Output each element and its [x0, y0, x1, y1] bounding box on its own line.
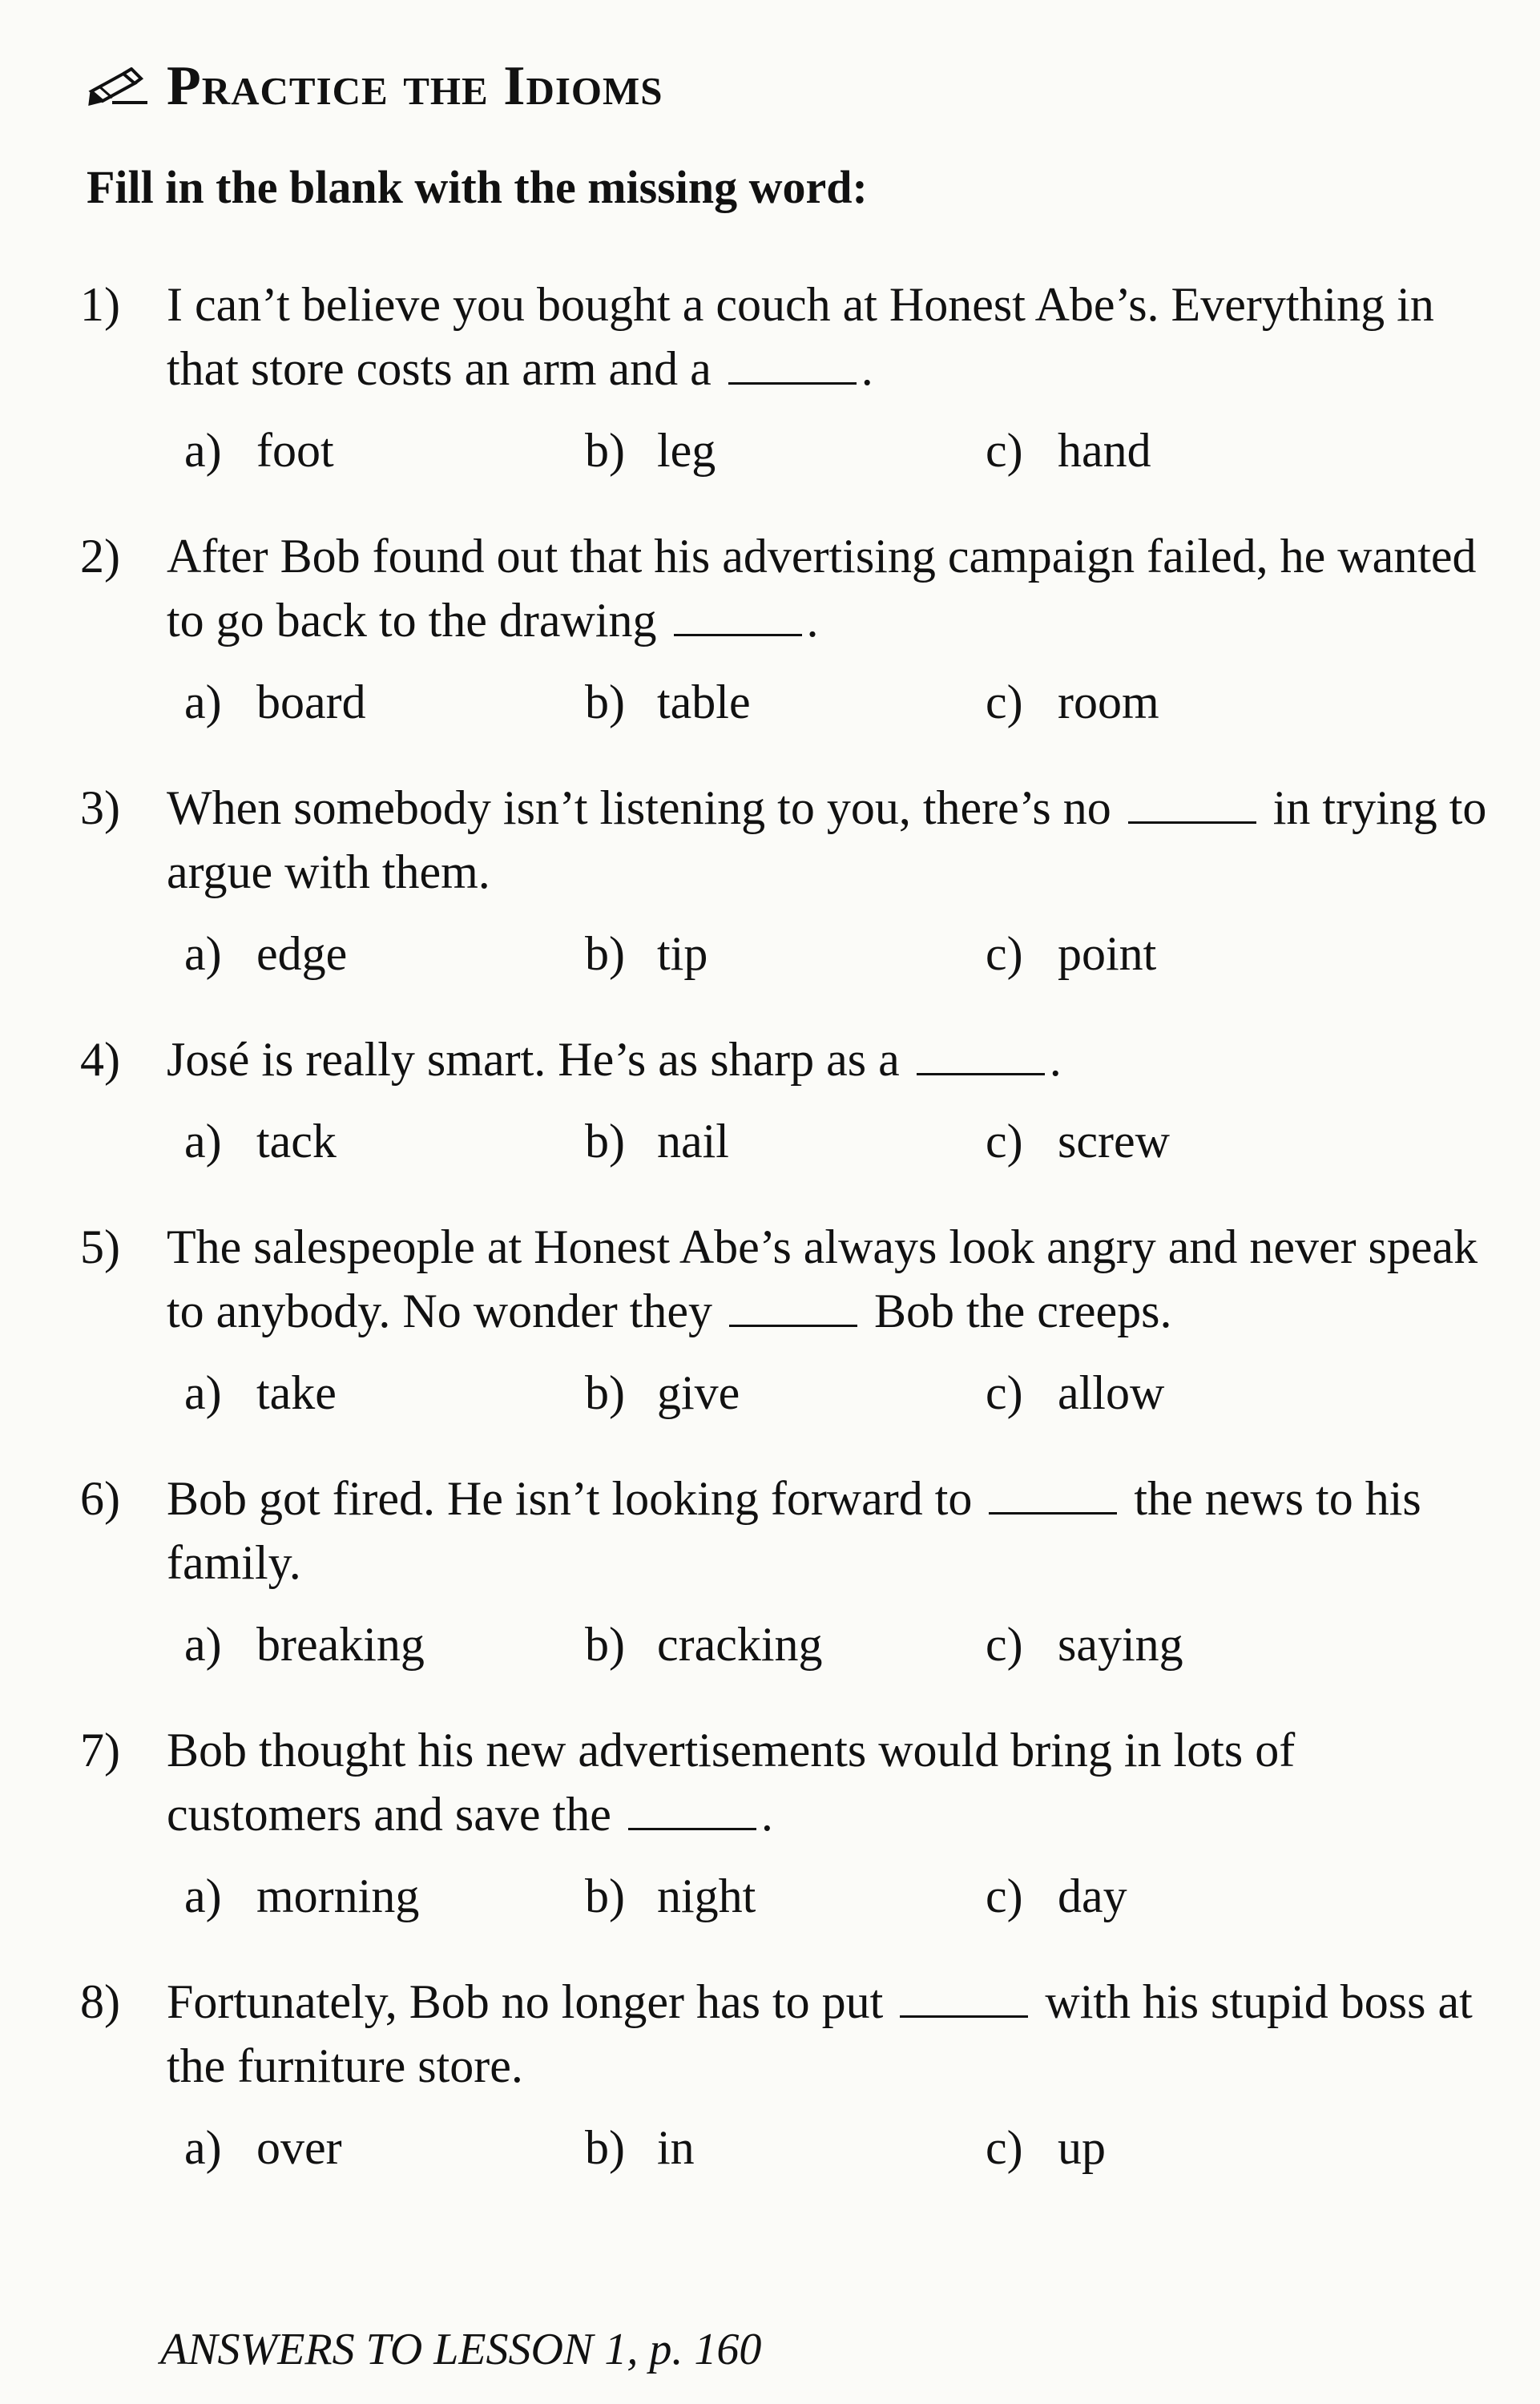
answer-options — [80, 2116, 1490, 2180]
section-header — [88, 54, 663, 119]
option-letter: c) — [986, 1366, 1023, 1419]
instructions: Fill in the blank with the missing word: — [87, 161, 868, 213]
option-letter: b) — [585, 927, 625, 980]
option-a — [184, 922, 585, 986]
option-text: breaking — [256, 1618, 425, 1671]
option-text: day — [1058, 1870, 1127, 1922]
question-text-before: After Bob found out that his advertising campaign failed, he wanted to go back to the drawing — [167, 530, 1477, 647]
option-letter: b) — [585, 676, 625, 728]
question-text — [167, 272, 1490, 401]
option-text: nail — [657, 1115, 729, 1168]
answer-options — [80, 1864, 1490, 1928]
option-b — [585, 1361, 986, 1425]
question-2 — [80, 524, 1490, 734]
option-text: saying — [1058, 1618, 1183, 1671]
option-b — [585, 1612, 986, 1676]
answer-options — [80, 670, 1490, 734]
question-6 — [80, 1466, 1490, 1676]
question-text — [167, 524, 1490, 652]
question-text-before: José is really smart. He’s as sharp as a — [167, 1033, 900, 1086]
option-text: in — [657, 2121, 695, 2174]
option-b — [585, 2116, 986, 2180]
option-a — [184, 2116, 585, 2180]
option-letter: c) — [986, 424, 1023, 477]
option-text: tip — [657, 927, 708, 980]
question-text-before: When somebody isn’t listening to you, there’s no — [167, 781, 1111, 834]
answer-blank — [628, 1783, 756, 1830]
answer-blank — [729, 1280, 857, 1327]
option-c — [986, 1361, 1386, 1425]
question-text — [167, 1970, 1490, 2098]
question-5 — [80, 1215, 1490, 1425]
option-letter: b) — [585, 1618, 625, 1671]
answer-options — [80, 1612, 1490, 1676]
question-text-before: Fortunately, Bob no longer has to put — [167, 1975, 884, 2028]
question-number: 7) — [80, 1724, 120, 1777]
answer-blank — [989, 1467, 1117, 1515]
question-number: 8) — [80, 1975, 120, 2028]
option-text: night — [657, 1870, 756, 1922]
question-text — [167, 1027, 1490, 1091]
question-list — [80, 272, 1490, 2221]
question-text-after: Bob the creeps. — [873, 1285, 1172, 1337]
answer-blank — [674, 589, 802, 636]
answer-blank — [917, 1028, 1045, 1075]
option-b — [585, 1864, 986, 1928]
question-text-after: . — [806, 594, 819, 647]
question-8 — [80, 1970, 1490, 2180]
question-number: 2) — [80, 530, 120, 583]
question-text-before: Bob thought his new advertisements would bring in lots of customers and save the — [167, 1724, 1296, 1841]
option-text: board — [256, 676, 366, 728]
question-number: 6) — [80, 1472, 120, 1525]
answer-options — [80, 418, 1490, 482]
option-text: foot — [256, 424, 334, 477]
option-letter: a) — [184, 1115, 222, 1168]
option-b — [585, 922, 986, 986]
answers-reference: ANSWERS TO LESSON 1, p. 160 — [160, 2325, 762, 2374]
option-c — [986, 418, 1386, 482]
question-text — [167, 776, 1490, 904]
option-letter: a) — [184, 1366, 222, 1419]
option-a — [184, 670, 585, 734]
option-letter: b) — [585, 2121, 625, 2174]
option-letter: a) — [184, 1618, 222, 1671]
option-text: table — [657, 676, 751, 728]
answer-options — [80, 922, 1490, 986]
option-c — [986, 1109, 1386, 1173]
option-letter: b) — [585, 424, 625, 477]
option-text: allow — [1058, 1366, 1165, 1419]
question-text-after: . — [861, 342, 873, 395]
option-letter: c) — [986, 927, 1023, 980]
option-letter: c) — [986, 1618, 1023, 1671]
option-text: room — [1058, 676, 1159, 728]
option-text: cracking — [657, 1618, 823, 1671]
question-number: 3) — [80, 781, 120, 834]
question-text-before: The salespeople at Honest Abe’s always look angry and never speak to anybody. No wonder they — [167, 1220, 1478, 1337]
option-text: up — [1058, 2121, 1106, 2174]
option-c — [986, 1864, 1386, 1928]
question-text-after: in trying to argue with them. — [167, 781, 1487, 898]
option-a — [184, 1864, 585, 1928]
question-text — [167, 1215, 1490, 1343]
question-number: 4) — [80, 1033, 120, 1086]
option-letter: c) — [986, 1870, 1023, 1922]
answer-options — [80, 1361, 1490, 1425]
option-c — [986, 2116, 1386, 2180]
option-text: leg — [657, 424, 716, 477]
option-text: over — [256, 2121, 342, 2174]
option-letter: a) — [184, 927, 222, 980]
option-c — [986, 922, 1386, 986]
question-4 — [80, 1027, 1490, 1173]
answer-options — [80, 1109, 1490, 1173]
option-b — [585, 418, 986, 482]
question-text-after: . — [760, 1788, 773, 1841]
question-7 — [80, 1718, 1490, 1928]
question-3 — [80, 776, 1490, 986]
question-text — [167, 1718, 1490, 1846]
option-letter: c) — [986, 2121, 1023, 2174]
question-text-after: the news to his family. — [167, 1472, 1421, 1589]
option-text: screw — [1058, 1115, 1170, 1168]
option-text: point — [1058, 927, 1157, 980]
option-text: take — [256, 1366, 337, 1419]
option-letter: b) — [585, 1366, 625, 1419]
question-text-before: I can’t believe you bought a couch at Honest Abe’s. Everything in that store costs an arm and a — [167, 278, 1434, 395]
answer-blank — [1128, 776, 1256, 824]
answer-blank — [900, 1970, 1028, 2018]
option-text: hand — [1058, 424, 1151, 477]
answer-blank — [728, 337, 857, 385]
question-text-after: with his stupid boss at the furniture store. — [167, 1975, 1473, 2092]
option-letter: a) — [184, 1870, 222, 1922]
question-text — [167, 1466, 1490, 1595]
option-letter: b) — [585, 1870, 625, 1922]
question-1 — [80, 272, 1490, 482]
question-number: 1) — [80, 278, 120, 331]
option-b — [585, 670, 986, 734]
option-a — [184, 418, 585, 482]
option-letter: c) — [986, 676, 1023, 728]
pencil-icon — [88, 67, 149, 106]
option-letter: c) — [986, 1115, 1023, 1168]
option-text: edge — [256, 927, 348, 980]
option-text: give — [657, 1366, 740, 1419]
question-number: 5) — [80, 1220, 120, 1273]
question-text-after: . — [1049, 1033, 1062, 1086]
option-letter: a) — [184, 676, 222, 728]
option-c — [986, 1612, 1386, 1676]
option-b — [585, 1109, 986, 1173]
option-text: morning — [256, 1870, 420, 1922]
section-title: Practice the Idioms — [167, 55, 663, 117]
option-text: tack — [256, 1115, 337, 1168]
question-text-before: Bob got fired. He isn’t looking forward to — [167, 1472, 973, 1525]
option-a — [184, 1109, 585, 1173]
option-letter: a) — [184, 424, 222, 477]
option-c — [986, 670, 1386, 734]
option-a — [184, 1612, 585, 1676]
option-letter: a) — [184, 2121, 222, 2174]
option-letter: b) — [585, 1115, 625, 1168]
option-a — [184, 1361, 585, 1425]
